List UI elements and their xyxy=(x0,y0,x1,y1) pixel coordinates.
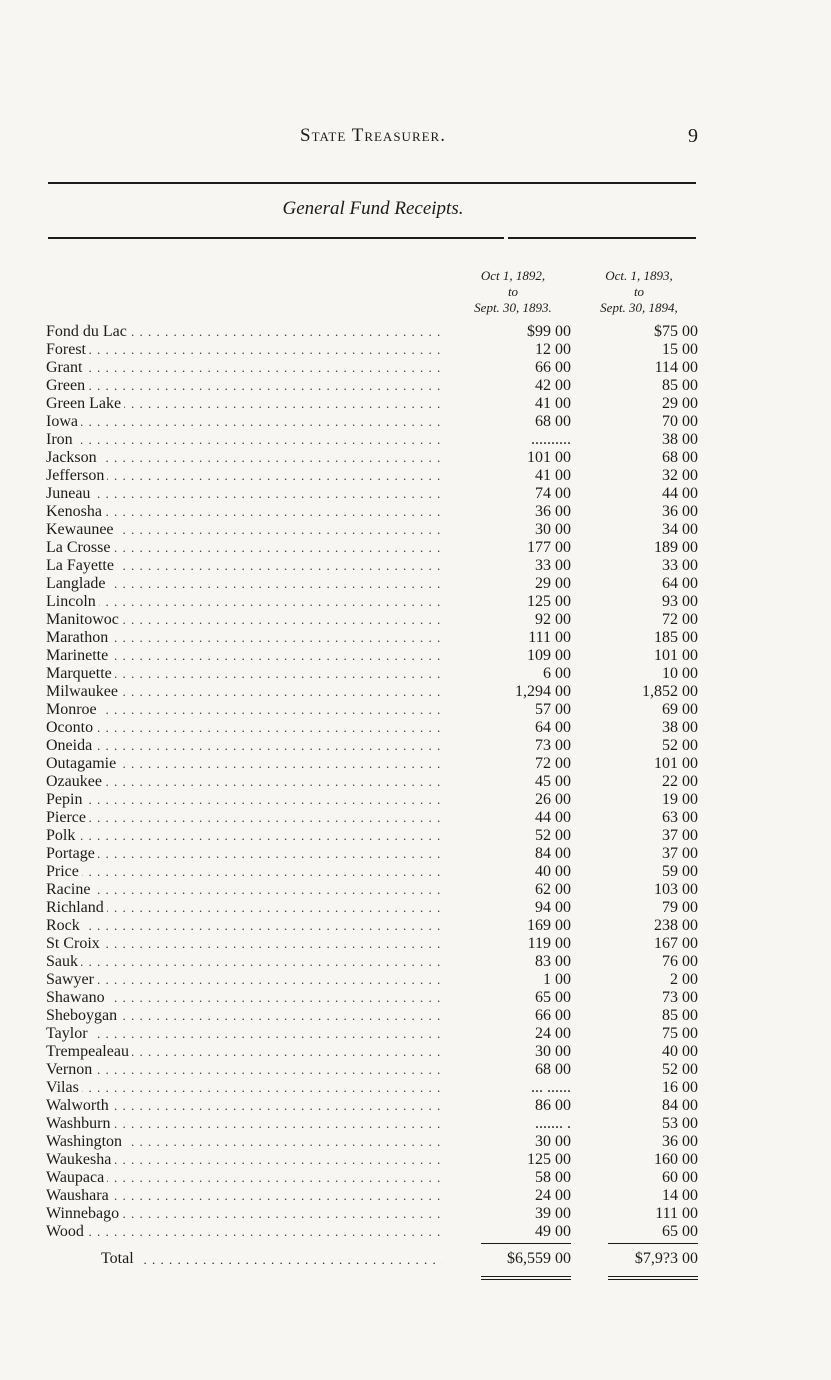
receipt-1893: 109 00 xyxy=(527,647,571,664)
col2-line1: Oct. 1, 1893, xyxy=(605,268,673,283)
receipt-1894: 34 00 xyxy=(662,521,698,538)
receipt-1894: 76 00 xyxy=(662,953,698,970)
page-header xyxy=(48,125,698,155)
receipt-1894: 70 00 xyxy=(662,413,698,430)
table-row xyxy=(46,719,706,737)
leader-dots xyxy=(46,971,442,989)
county-name: Marathon xyxy=(46,629,111,646)
county-name: Washburn xyxy=(46,1115,113,1132)
receipt-1893: 58 00 xyxy=(535,1169,571,1186)
county-name: Langlade xyxy=(46,575,109,592)
receipt-1893: 40 00 xyxy=(535,863,571,880)
receipt-1894: 101 00 xyxy=(654,755,698,772)
county-name: Iowa xyxy=(46,413,81,430)
county-name: Milwaukee xyxy=(46,683,121,700)
receipt-1893: 45 00 xyxy=(535,773,571,790)
receipt-1893: 101 00 xyxy=(527,449,571,466)
receipt-1893: 42 00 xyxy=(535,377,571,394)
leader-dots xyxy=(46,485,442,503)
county-name: Manitowoc xyxy=(46,611,122,628)
receipt-1894: 114 00 xyxy=(654,359,698,376)
receipt-1894: 85 00 xyxy=(662,377,698,394)
total-label: Total xyxy=(101,1250,138,1268)
table-row xyxy=(46,395,706,413)
receipt-1894: 101 00 xyxy=(654,647,698,664)
table-row xyxy=(46,971,706,989)
county-name: Oneida xyxy=(46,737,95,754)
receipt-1894: 84 00 xyxy=(662,1097,698,1114)
table-row xyxy=(46,1043,706,1061)
leader-dots xyxy=(46,845,442,863)
table-row xyxy=(46,1025,706,1043)
receipt-1894: 38 00 xyxy=(662,719,698,736)
receipt-1894: 68 00 xyxy=(662,449,698,466)
receipt-1894: 44 00 xyxy=(662,485,698,502)
total-leader-dots xyxy=(101,1252,442,1268)
receipt-1893: 94 00 xyxy=(535,899,571,916)
table-row xyxy=(46,575,706,593)
table-row xyxy=(46,341,706,359)
leader-dots xyxy=(46,737,442,755)
county-name: Waupaca xyxy=(46,1169,107,1186)
leader-dots xyxy=(46,431,442,449)
receipt-1894: 15 00 xyxy=(662,341,698,358)
receipt-1894: 189 00 xyxy=(654,539,698,556)
double-rule-col2-a xyxy=(608,1276,698,1277)
receipt-1893: 169 00 xyxy=(527,917,571,934)
leader-dots xyxy=(46,377,442,395)
table-row xyxy=(46,1205,706,1223)
receipt-1894: 22 00 xyxy=(662,773,698,790)
receipts-table xyxy=(46,323,706,1241)
county-name: Sauk xyxy=(46,953,81,970)
county-name: Marquette xyxy=(46,665,115,682)
receipt-1893: 52 00 xyxy=(535,827,571,844)
receipt-1894: 52 00 xyxy=(662,1061,698,1078)
receipt-1893: ....... . xyxy=(535,1115,571,1132)
table-row xyxy=(46,809,706,827)
receipt-1894: 40 00 xyxy=(662,1043,698,1060)
county-name: La Crosse xyxy=(46,539,113,556)
subtitle-rule-left xyxy=(48,237,504,239)
table-row xyxy=(46,827,706,845)
leader-dots xyxy=(46,791,442,809)
receipt-1893: 24 00 xyxy=(535,1187,571,1204)
table-row xyxy=(46,1169,706,1187)
receipt-1894: 36 00 xyxy=(662,503,698,520)
receipt-1893: 68 00 xyxy=(535,413,571,430)
receipt-1894: 32 00 xyxy=(662,467,698,484)
table-row xyxy=(46,377,706,395)
leader-dots xyxy=(46,1025,442,1043)
county-name: Sheboygan xyxy=(46,1007,120,1024)
receipt-1893: 177 00 xyxy=(527,539,571,556)
double-rule-col1-b xyxy=(481,1279,571,1280)
receipt-1894: 16 00 xyxy=(662,1079,698,1096)
county-name: Taylor xyxy=(46,1025,91,1042)
receipt-1894: 73 00 xyxy=(662,989,698,1006)
leader-dots xyxy=(46,809,442,827)
table-row xyxy=(46,737,706,755)
county-name: Green xyxy=(46,377,88,394)
receipt-1893: 41 00 xyxy=(535,467,571,484)
column-header-1893 xyxy=(458,268,568,316)
county-name: Monroe xyxy=(46,701,100,718)
total-row xyxy=(46,1250,706,1270)
receipt-1893: ... ...... xyxy=(531,1079,571,1096)
county-name: Oconto xyxy=(46,719,96,736)
section-subtitle: General Fund Receipts. xyxy=(282,198,464,219)
receipt-1894: 85 00 xyxy=(662,1007,698,1024)
col1-line3: Sept. 30, 1893. xyxy=(474,300,552,315)
county-name: Rock xyxy=(46,917,83,934)
leader-dots xyxy=(46,503,442,521)
receipt-1893: .......... xyxy=(531,431,571,448)
county-name: Fond du Lac xyxy=(46,323,130,340)
table-row xyxy=(46,449,706,467)
table-row xyxy=(46,1115,706,1133)
receipt-1894: 10 00 xyxy=(662,665,698,682)
receipt-1893: 24 00 xyxy=(535,1025,571,1042)
leader-dots xyxy=(46,773,442,791)
table-row xyxy=(46,359,706,377)
receipt-1894: 19 00 xyxy=(662,791,698,808)
total-value-1894: $7,9?3 00 xyxy=(634,1250,698,1267)
county-name: St Croix xyxy=(46,935,103,952)
table-row xyxy=(46,1061,706,1079)
county-name: Lincoln xyxy=(46,593,99,610)
receipt-1894: 72 00 xyxy=(662,611,698,628)
leader-dots xyxy=(46,1061,442,1079)
leader-dots xyxy=(46,341,442,359)
county-name: Sawyer xyxy=(46,971,97,988)
county-name: Shawano xyxy=(46,989,108,1006)
county-name: Green Lake xyxy=(46,395,124,412)
total-value-1893: $6,559 00 xyxy=(507,1250,571,1267)
col1-line1: Oct 1, 1892, xyxy=(480,268,546,283)
county-name: Forest xyxy=(46,341,89,358)
leader-dots xyxy=(46,935,442,953)
receipt-1893: 12 00 xyxy=(535,341,571,358)
receipt-1893: 30 00 xyxy=(535,1043,571,1060)
receipt-1894: 75 00 xyxy=(662,1025,698,1042)
county-name: Jefferson xyxy=(46,467,107,484)
table-row xyxy=(46,917,706,935)
table-row xyxy=(46,521,706,539)
receipt-1893: 1,294 00 xyxy=(515,683,571,700)
receipt-1893: 41 00 xyxy=(535,395,571,412)
receipt-1893: 65 00 xyxy=(535,989,571,1006)
col2-line2: to xyxy=(633,284,645,299)
leader-dots xyxy=(46,719,442,737)
receipt-1893: 39 00 xyxy=(535,1205,571,1222)
county-name: Grant xyxy=(46,359,85,376)
receipt-1893: 84 00 xyxy=(535,845,571,862)
table-row xyxy=(46,773,706,791)
receipt-1894: 37 00 xyxy=(662,827,698,844)
leader-dots xyxy=(46,1079,442,1097)
county-name: Kewaunee xyxy=(46,521,117,538)
double-rule-col1-a xyxy=(481,1276,571,1277)
receipt-1893: 29 00 xyxy=(535,575,571,592)
county-name: Walworth xyxy=(46,1097,112,1114)
table-row xyxy=(46,539,706,557)
receipt-1894: 53 00 xyxy=(662,1115,698,1132)
table-row xyxy=(46,935,706,953)
receipt-1893: 111 00 xyxy=(528,629,571,646)
county-name: Waushara xyxy=(46,1187,112,1204)
receipt-1893: 57 00 xyxy=(535,701,571,718)
table-row xyxy=(46,467,706,485)
leader-dots xyxy=(46,413,442,431)
county-name: Wood xyxy=(46,1223,87,1240)
table-row xyxy=(46,953,706,971)
receipt-1893: 33 00 xyxy=(535,557,571,574)
table-row xyxy=(46,1097,706,1115)
receipt-1894: 52 00 xyxy=(662,737,698,754)
county-name: Portage xyxy=(46,845,98,862)
county-name: Washington xyxy=(46,1133,125,1150)
col2-line3: Sept. 30, 1894, xyxy=(600,300,678,315)
receipt-1894: 38 00 xyxy=(662,431,698,448)
table-row xyxy=(46,593,706,611)
leader-dots xyxy=(46,1223,442,1241)
receipt-1893: 26 00 xyxy=(535,791,571,808)
receipt-1893: 92 00 xyxy=(535,611,571,628)
receipt-1893: 30 00 xyxy=(535,1133,571,1150)
county-name: Vernon xyxy=(46,1061,95,1078)
receipt-1894: 185 00 xyxy=(654,629,698,646)
county-name: Trempealeau xyxy=(46,1043,132,1060)
sum-rule-col2 xyxy=(608,1243,698,1244)
table-row xyxy=(46,611,706,629)
receipt-1893: 72 00 xyxy=(535,755,571,772)
receipt-1893: 73 00 xyxy=(535,737,571,754)
county-name: Outagamie xyxy=(46,755,119,772)
receipt-1894: 79 00 xyxy=(662,899,698,916)
receipt-1894: 93 00 xyxy=(662,593,698,610)
receipt-1894: 167 00 xyxy=(654,935,698,952)
receipt-1893: 36 00 xyxy=(535,503,571,520)
leader-dots xyxy=(46,359,442,377)
leader-dots xyxy=(46,449,442,467)
receipt-1894: 238 00 xyxy=(654,917,698,934)
receipt-1893: 74 00 xyxy=(535,485,571,502)
table-row xyxy=(46,1007,706,1025)
leader-dots xyxy=(46,881,442,899)
receipt-1893: 1 00 xyxy=(543,971,571,988)
receipt-1894: 65 00 xyxy=(662,1223,698,1240)
table-row xyxy=(46,881,706,899)
receipt-1894: 63 00 xyxy=(662,809,698,826)
header-rule xyxy=(48,182,696,184)
county-name: Pierce xyxy=(46,809,89,826)
county-name: Racine xyxy=(46,881,93,898)
county-name: La Fayette xyxy=(46,557,117,574)
receipt-1893: 64 00 xyxy=(535,719,571,736)
receipt-1894: 59 00 xyxy=(662,863,698,880)
receipt-1893: 125 00 xyxy=(527,1151,571,1168)
subtitle-rule-right xyxy=(508,237,696,239)
receipt-1893: 66 00 xyxy=(535,1007,571,1024)
leader-dots xyxy=(46,827,442,845)
receipt-1894: 14 00 xyxy=(662,1187,698,1204)
table-row xyxy=(46,845,706,863)
leader-dots xyxy=(46,863,442,881)
leader-dots xyxy=(46,701,442,719)
county-name: Marinette xyxy=(46,647,111,664)
receipt-1893: 86 00 xyxy=(535,1097,571,1114)
county-name: Richland xyxy=(46,899,107,916)
table-row xyxy=(46,503,706,521)
table-row xyxy=(46,1133,706,1151)
leader-dots xyxy=(46,593,442,611)
county-name: Juneau xyxy=(46,485,93,502)
table-row xyxy=(46,863,706,881)
county-name: Iron xyxy=(46,431,76,448)
receipt-1893: 119 00 xyxy=(527,935,571,952)
receipt-1894: 1,852 00 xyxy=(642,683,698,700)
table-row xyxy=(46,755,706,773)
sum-rule-col1 xyxy=(481,1243,571,1244)
receipt-1893: 30 00 xyxy=(535,521,571,538)
table-row xyxy=(46,413,706,431)
receipt-1894: 103 00 xyxy=(654,881,698,898)
page-title: State Treasurer. xyxy=(300,125,446,146)
county-name: Kenosha xyxy=(46,503,105,520)
table-row xyxy=(46,701,706,719)
receipt-1893: $99 00 xyxy=(527,323,571,340)
table-row xyxy=(46,485,706,503)
receipt-1894: 64 00 xyxy=(662,575,698,592)
receipt-1893: 83 00 xyxy=(535,953,571,970)
county-name: Ozaukee xyxy=(46,773,105,790)
col1-line2: to xyxy=(507,284,519,299)
table-row xyxy=(46,899,706,917)
column-header-1894 xyxy=(584,268,694,316)
receipt-1894: $75 00 xyxy=(654,323,698,340)
receipt-1893: 68 00 xyxy=(535,1061,571,1078)
receipt-1894: 33 00 xyxy=(662,557,698,574)
receipt-1894: 111 00 xyxy=(655,1205,698,1222)
receipt-1894: 2 00 xyxy=(670,971,698,988)
table-row xyxy=(46,1223,706,1241)
table-row xyxy=(46,989,706,1007)
county-name: Waukesha xyxy=(46,1151,114,1168)
county-name: Pepin xyxy=(46,791,85,808)
table-row xyxy=(46,665,706,683)
receipt-1893: 49 00 xyxy=(535,1223,571,1240)
double-rule-col2-b xyxy=(608,1279,698,1280)
county-name: Vilas xyxy=(46,1079,82,1096)
table-row xyxy=(46,1187,706,1205)
receipt-1894: 29 00 xyxy=(662,395,698,412)
receipt-1893: 62 00 xyxy=(535,881,571,898)
leader-dots xyxy=(46,953,442,971)
page-number: 9 xyxy=(688,125,698,147)
receipt-1894: 36 00 xyxy=(662,1133,698,1150)
receipt-1893: 66 00 xyxy=(535,359,571,376)
table-row xyxy=(46,791,706,809)
receipt-1894: 37 00 xyxy=(662,845,698,862)
table-row xyxy=(46,683,706,701)
receipt-1894: 69 00 xyxy=(662,701,698,718)
table-row xyxy=(46,1151,706,1169)
leader-dots xyxy=(46,917,442,935)
county-name: Price xyxy=(46,863,82,880)
county-name: Polk xyxy=(46,827,78,844)
receipt-1893: 125 00 xyxy=(527,593,571,610)
table-row xyxy=(46,629,706,647)
receipt-1894: 60 00 xyxy=(662,1169,698,1186)
receipt-1893: 44 00 xyxy=(535,809,571,826)
county-name: Jackson xyxy=(46,449,100,466)
county-name: Winnebago xyxy=(46,1205,122,1222)
table-row xyxy=(46,323,706,341)
table-row xyxy=(46,647,706,665)
table-row xyxy=(46,557,706,575)
receipt-1893: 6 00 xyxy=(543,665,571,682)
receipt-1894: 160 00 xyxy=(654,1151,698,1168)
table-row xyxy=(46,1079,706,1097)
table-row xyxy=(46,431,706,449)
